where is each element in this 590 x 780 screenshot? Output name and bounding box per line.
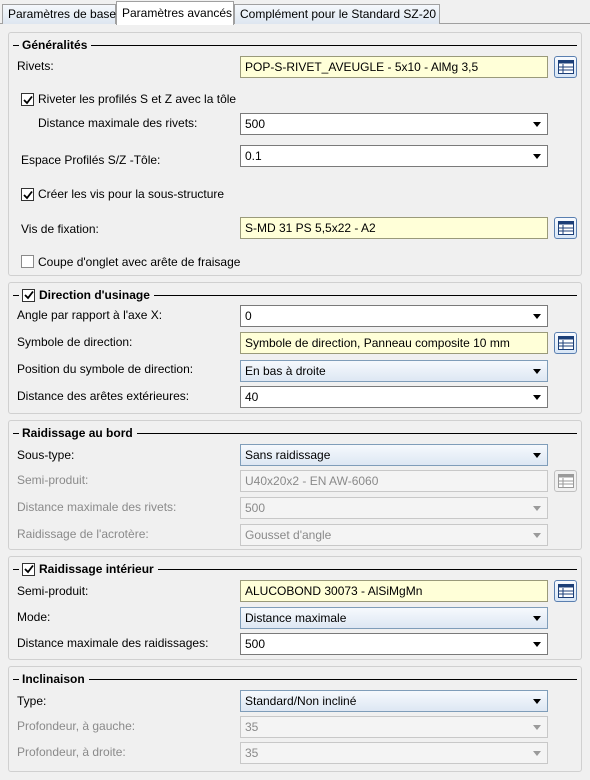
dropdown-value: 500 (245, 501, 266, 515)
chevron-down-icon (533, 751, 541, 756)
dropdown-value: Distance maximale (245, 611, 347, 625)
acrotere-dropdown[interactable] (240, 524, 548, 546)
dropdown-value: En bas à droite (245, 364, 326, 378)
checkmark-icon (24, 564, 34, 574)
vis-label: Vis de fixation: (21, 222, 99, 236)
distance-aretes-dropdown[interactable] (240, 386, 548, 408)
dropdown-value: Gousset d'angle (245, 528, 332, 542)
profondeur-droite-label: Profondeur, à droite: (17, 745, 126, 759)
semi-int-field[interactable]: ALUCOBOND 30073 - AlSiMgMn (240, 580, 548, 602)
position-label: Position du symbole de direction: (17, 362, 194, 376)
position-dropdown[interactable] (240, 360, 548, 382)
section-header (13, 561, 577, 577)
dropdown-value: 500 (245, 637, 266, 651)
dropdown-value: 35 (245, 720, 259, 734)
semi-bord-browse-button[interactable] (554, 470, 577, 492)
section-header (13, 37, 577, 53)
section-title-text: Raidissage intérieur (39, 562, 154, 576)
tab-parametres-de-base[interactable] (2, 4, 116, 24)
soustype-dropdown[interactable] (240, 444, 548, 466)
section-header (13, 671, 577, 687)
soustype-label: Sous-type: (17, 448, 75, 462)
raidissage-interieur-checkbox[interactable] (22, 563, 35, 576)
chevron-down-icon (533, 699, 541, 704)
section-divider (13, 45, 577, 46)
vis-browse-button[interactable] (554, 217, 577, 239)
table-browse-icon (558, 584, 574, 598)
section-title (19, 425, 137, 441)
direction-checkbox[interactable] (22, 289, 35, 302)
riveter-label: Riveter les profilés S et Z avec la tôle (38, 92, 237, 106)
tab-parametres-avances[interactable] (116, 1, 234, 25)
profondeur-droite-dropdown[interactable] (240, 742, 548, 764)
checkmark-icon (24, 290, 34, 300)
semi-int-browse-button[interactable] (554, 580, 577, 602)
checkmark-icon (23, 190, 33, 200)
symbole-label: Symbole de direction: (17, 335, 133, 349)
tab-label: Paramètres avancés (122, 6, 233, 20)
section-divider (13, 679, 577, 680)
profondeur-gauche-label: Profondeur, à gauche: (17, 719, 136, 733)
section-header (13, 287, 577, 303)
chevron-down-icon (533, 453, 541, 458)
mode-dropdown[interactable] (240, 607, 548, 629)
distance-rivets-label: Distance maximale des rivets: (38, 116, 198, 130)
semi-bord-field[interactable]: U40x20x2 - EN AW-6060 (240, 470, 548, 492)
distance-rivets-dropdown[interactable] (240, 113, 548, 135)
distance-raidissages-label: Distance maximale des raidissages: (17, 636, 209, 650)
dropdown-value: 0.1 (245, 149, 262, 163)
mode-label: Mode: (17, 610, 51, 624)
section-title (19, 561, 158, 577)
distance-aretes-label: Distance des arêtes extérieures: (17, 389, 190, 403)
rivets-field[interactable]: POP-S-RIVET_AVEUGLE - 5x10 - AlMg 3,5 (240, 56, 548, 78)
rivets-browse-button[interactable] (554, 56, 577, 78)
section-title (19, 671, 89, 687)
chevron-down-icon (533, 369, 541, 374)
checkmark-icon (23, 95, 33, 105)
creer-vis-checkbox[interactable] (21, 188, 34, 201)
chevron-down-icon (533, 154, 541, 159)
chevron-down-icon (533, 314, 541, 319)
chevron-down-icon (533, 122, 541, 127)
coupe-checkbox[interactable] (21, 255, 34, 268)
chevron-down-icon (533, 725, 541, 730)
chevron-down-icon (533, 533, 541, 538)
distance-raidissages-dropdown[interactable] (240, 633, 548, 655)
espace-label: Espace Profilés S/Z -Tôle: (21, 153, 161, 167)
table-browse-icon (558, 336, 574, 350)
tab-label: Paramètres de base (8, 7, 117, 21)
section-header (13, 425, 577, 441)
table-browse-icon (558, 474, 574, 488)
table-browse-icon (558, 221, 574, 235)
chevron-down-icon (533, 506, 541, 511)
tab-complement-standard[interactable] (234, 4, 440, 24)
tab-label: Complément pour le Standard SZ-20 (240, 7, 437, 21)
semi-int-label: Semi-produit: (17, 584, 89, 598)
dropdown-value: 35 (245, 746, 259, 760)
table-browse-icon (558, 60, 574, 74)
vis-field[interactable]: S-MD 31 PS 5,5x22 - A2 (240, 217, 548, 239)
section-title (19, 37, 91, 53)
dropdown-value: Standard/Non incliné (245, 694, 357, 708)
type-label: Type: (17, 694, 47, 708)
symbole-field[interactable]: Symbole de direction, Panneau composite 10 mm (240, 332, 548, 354)
angle-label: Angle par rapport à l'axe X: (17, 308, 163, 322)
coupe-label: Coupe d'onglet avec arête de fraisage (38, 255, 241, 269)
tab-bar (0, 0, 590, 24)
section-title-text: Raidissage au bord (22, 426, 133, 440)
semi-bord-label: Semi-produit: (17, 473, 89, 487)
section-title (19, 287, 154, 303)
angle-dropdown[interactable] (240, 305, 548, 327)
dropdown-value: 40 (245, 390, 259, 404)
type-dropdown[interactable] (240, 690, 548, 712)
dropdown-value: Sans raidissage (245, 448, 331, 462)
section-title-text: Généralités (22, 38, 88, 52)
distance-bord-dropdown[interactable] (240, 497, 548, 519)
section-title-text: Direction d'usinage (39, 288, 150, 302)
acrotere-label: Raidissage de l'acrotère: (17, 527, 149, 541)
chevron-down-icon (533, 642, 541, 647)
dropdown-value: 0 (245, 309, 252, 323)
espace-dropdown[interactable] (240, 145, 548, 167)
symbole-browse-button[interactable] (554, 332, 577, 354)
riveter-checkbox[interactable] (21, 93, 34, 106)
creer-vis-label: Créer les vis pour la sous-structure (38, 187, 225, 201)
distance-bord-label: Distance maximale des rivets: (17, 500, 177, 514)
rivets-label: Rivets: (17, 59, 54, 73)
chevron-down-icon (533, 616, 541, 621)
section-title-text: Inclinaison (22, 672, 85, 686)
dropdown-value: 500 (245, 117, 266, 131)
profondeur-gauche-dropdown[interactable] (240, 716, 548, 738)
chevron-down-icon (533, 395, 541, 400)
